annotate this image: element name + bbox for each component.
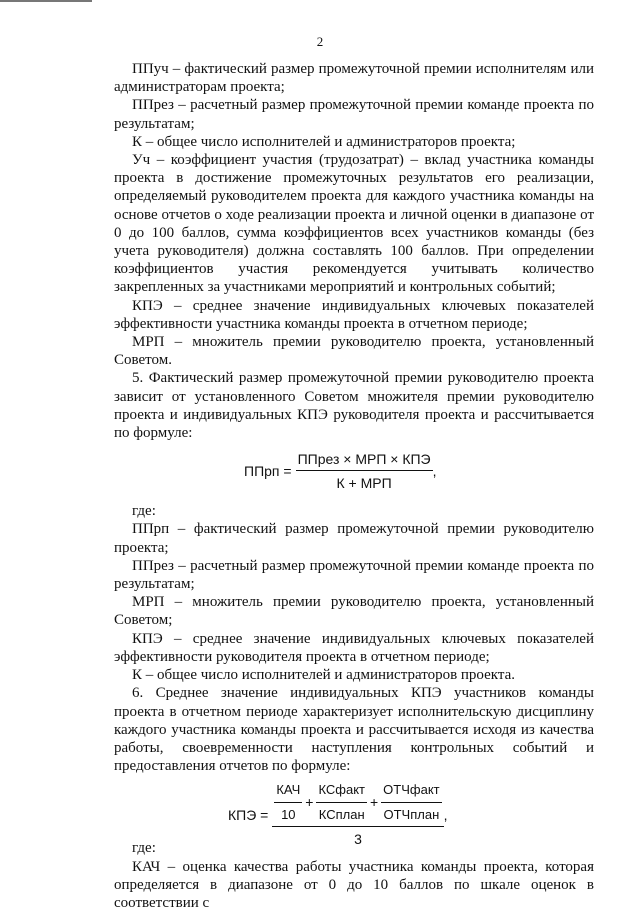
where-label-2: где: xyxy=(132,840,156,857)
formula-kpe-outer-fraction xyxy=(272,781,443,848)
formula-kpe-outer-denominator: 3 xyxy=(354,830,362,847)
top-edge-mark xyxy=(0,0,92,2)
page-number: 2 xyxy=(316,34,324,49)
formula-pprp-lhs: ППрп = xyxy=(244,463,292,480)
def-kpe-2: КПЭ – среднее значение индивидуальных ключевых показателей эффективности руководителя проекта в отчетном периоде; xyxy=(114,630,594,665)
def-kach: КАЧ – оценка качества работы участника команды проекта, которая определяется в диапазоне от 0 до 10 баллов по шкале оценок в соответствии с xyxy=(114,858,594,911)
where-label-1: где: xyxy=(132,503,156,520)
formula-pprp-comma: , xyxy=(432,463,437,480)
def-pprez-2: ППрез – расчетный размер промежуточной премии команде проекта по результатам; xyxy=(114,557,594,593)
formula-kpe-lhs: КПЭ = xyxy=(228,806,269,823)
plus-sign-2: + xyxy=(369,794,379,811)
term3-numerator: ОТЧфакт xyxy=(381,781,441,802)
plus-sign-1: + xyxy=(305,794,314,811)
term1-denominator: 10 xyxy=(281,806,296,822)
formula-kpe xyxy=(114,775,594,847)
def-k: К – общее число исполнителей и администраторов проекта; xyxy=(132,133,516,150)
section-5: 5. Фактический размер промежуточной премии руководителю проекта зависит от установленного Советом множителя премии руководителю проекта и индивидуальных КПЭ руководителя проекта и рассчитывается по формуле: xyxy=(114,370,594,442)
def-k-2: К – общее число исполнителей и администраторов проекта. xyxy=(132,667,516,684)
formula-kpe-comma: , xyxy=(443,806,448,823)
section-6: 6. Среднее значение индивидуальных КПЭ участников команды проекта в отчетном периоде характеризует исполнительскую дисциплину каждого участника команды проекта и рассчитывается исходя из качества работы, своевременности наступления контрольных событий и предоставления отчетов по формуле: xyxy=(114,685,594,775)
formula-kpe-term3 xyxy=(381,781,441,823)
def-kpe: КПЭ – среднее значение индивидуальных ключевых показателей эффективности участника команды проекта в отчетном периоде; xyxy=(114,297,594,332)
term2-numerator: КСфакт xyxy=(316,781,367,802)
formula-pprp-denominator: К + МРП xyxy=(336,475,392,492)
def-pprp: ППрп – фактический размер промежуточной премии руководителю проекта; xyxy=(114,521,594,556)
term3-denominator: ОТЧплан xyxy=(383,806,440,822)
def-pprez: ППрез – расчетный размер промежуточной премии команде проекта по результатам; xyxy=(114,97,594,132)
formula-kpe-term1 xyxy=(274,781,302,823)
formula-pprp-fraction xyxy=(296,450,433,492)
def-mrp: МРП – множитель премии руководителю проекта, установленный Советом. xyxy=(114,334,594,369)
formula-kpe-term2 xyxy=(316,781,367,823)
def-uch: Уч – коэффициент участия (трудозатрат) – вклад участника команды проекта в достижение промежуточных результатов его реализации, определяемый руководителем проекта для каждого участника команды на основе отчетов о ходе реализации проекта и личной оценки в диапазоне от 0 до 100 баллов, сумма коэффициентов всех участников команды (без учета руководителя) должна составлять 100 баллов. При определении коэффициентов участия рекомендуется учитывать количество закрепленных за участниками мероприятий и контрольных событий; xyxy=(114,152,594,296)
term2-denominator: КСплан xyxy=(318,806,365,822)
def-mrp-2: МРП – множитель премии руководителю проекта, установленный Советом; xyxy=(114,594,594,629)
formula-kpe-outer-numerator xyxy=(272,781,443,826)
formula-pprp-numerator: ППрез × МРП × КПЭ xyxy=(296,450,433,471)
term1-numerator: КАЧ xyxy=(274,781,302,802)
document-body xyxy=(114,60,594,912)
def-ppuch: ППуч – фактический размер промежуточной премии исполнителям или администраторам проекта; xyxy=(114,61,594,96)
formula-pprp xyxy=(114,442,594,502)
